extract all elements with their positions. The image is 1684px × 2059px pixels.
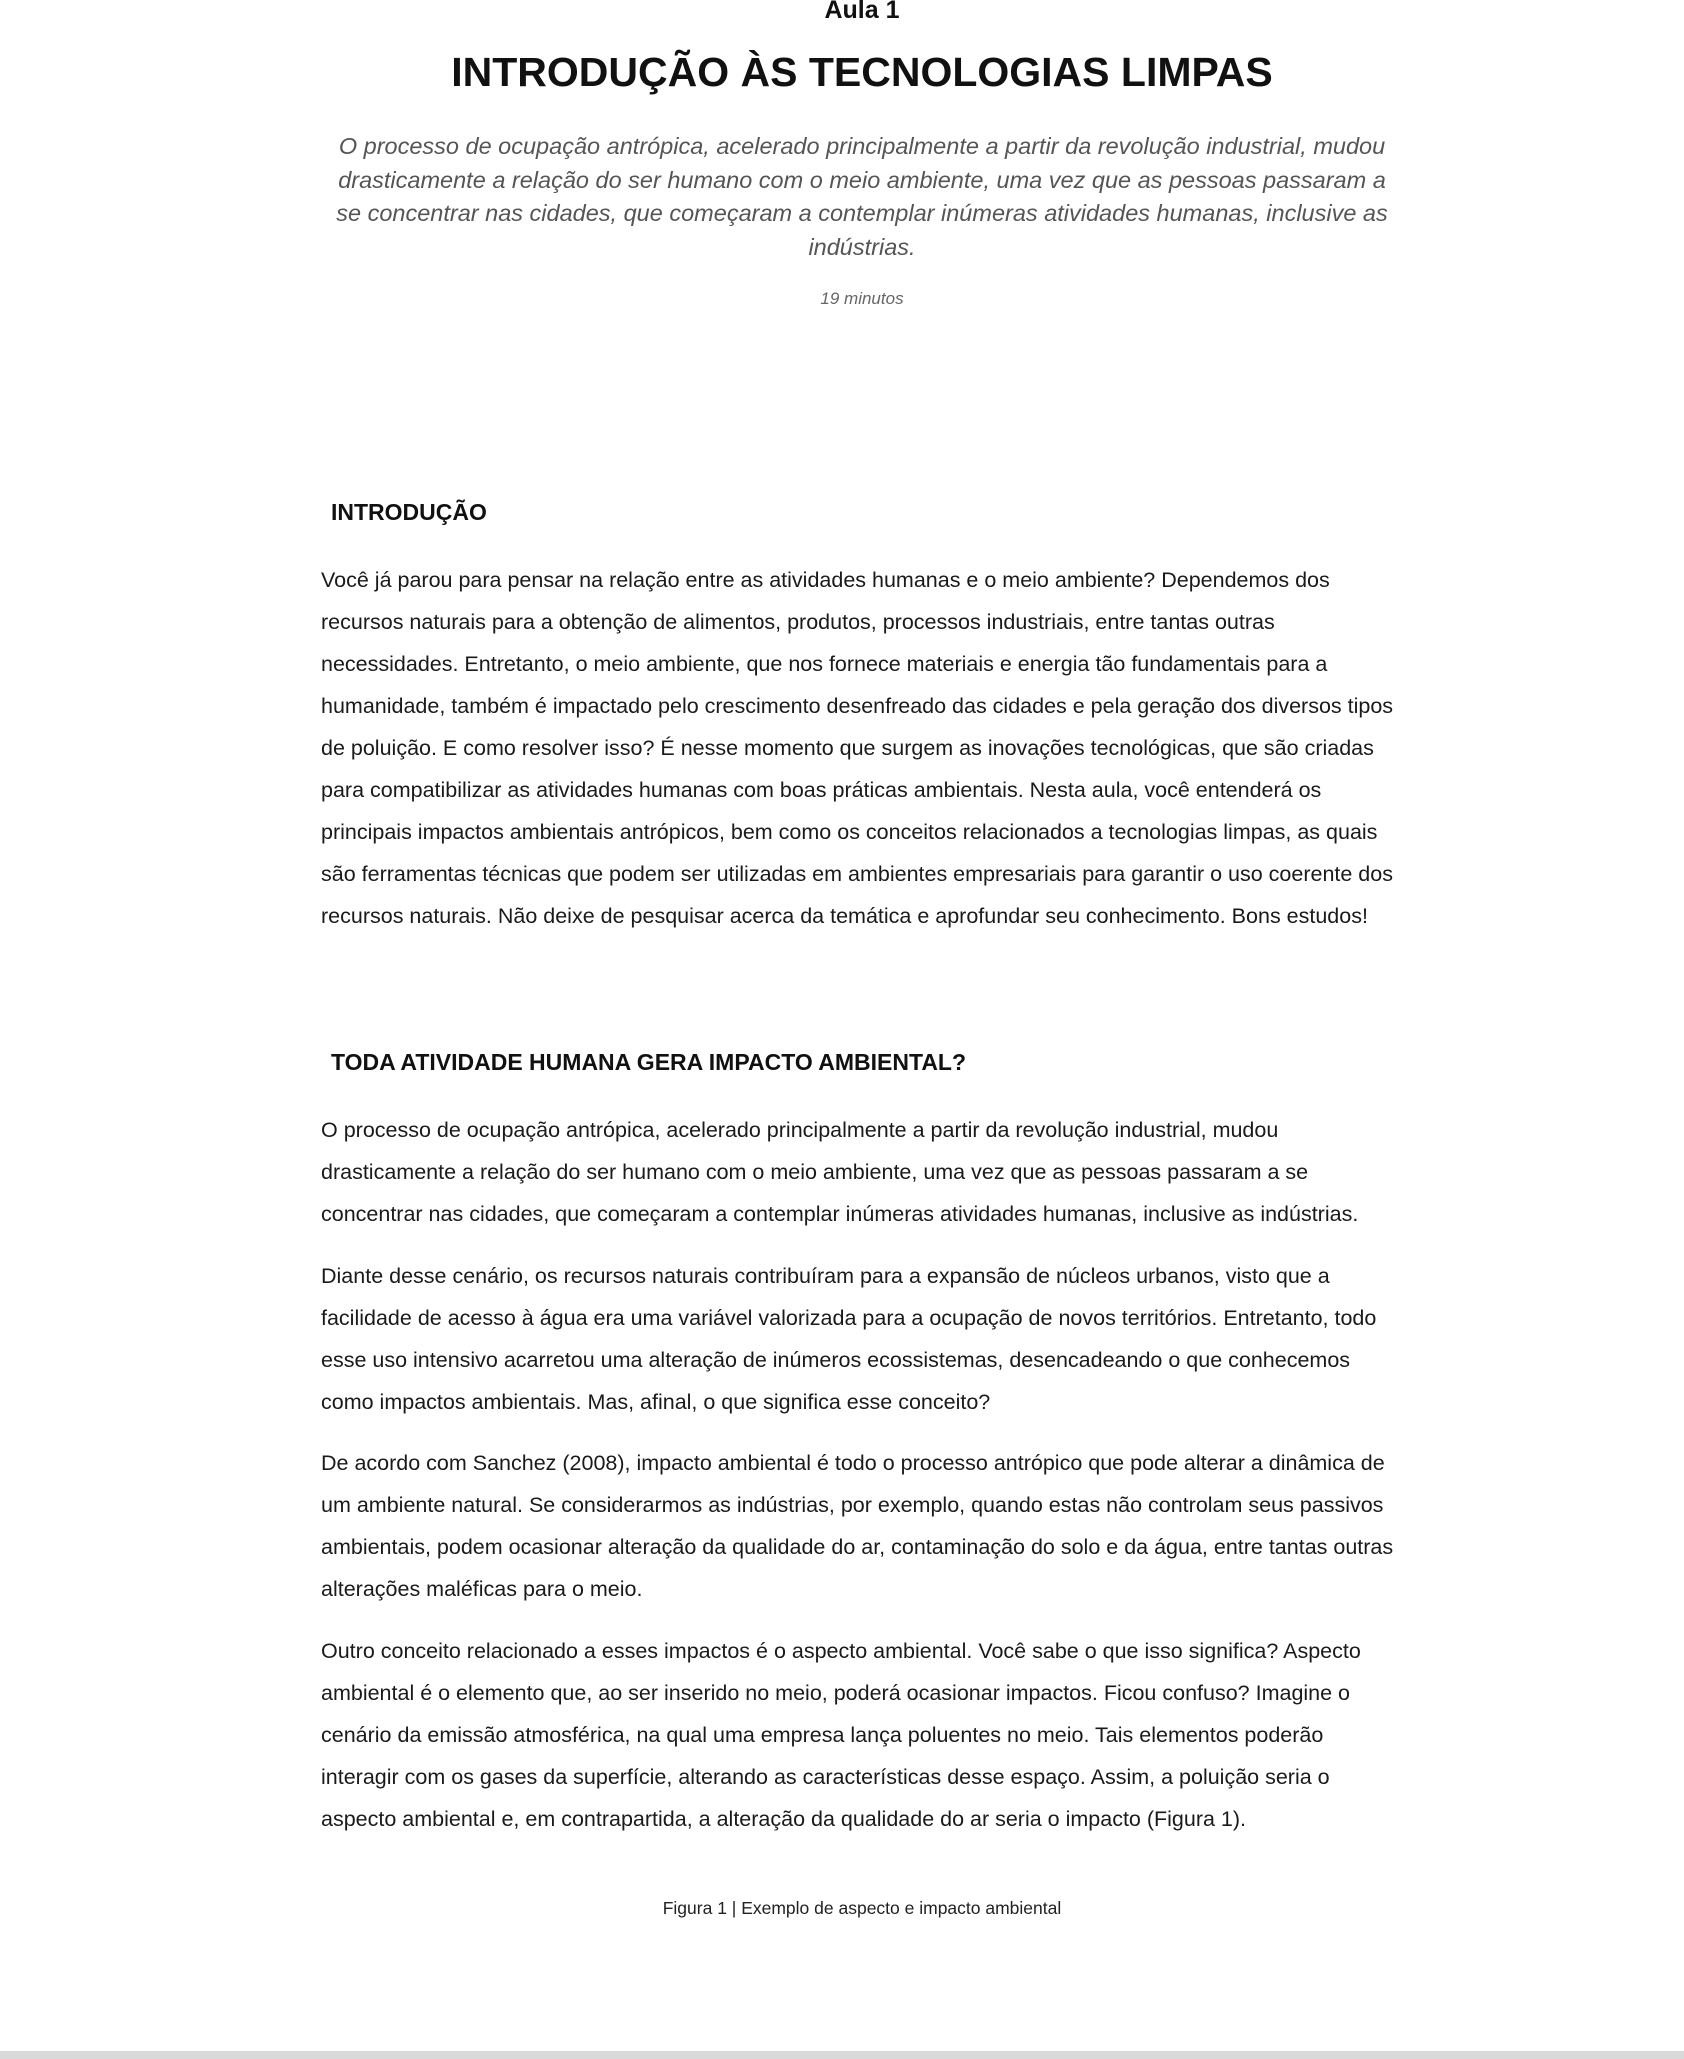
paragraph: O processo de ocupação antrópica, acelerado principalmente a partir da revolução industrial, mudou drasticamente a relação do ser humano com o meio ambiente, uma vez que as pessoas passaram a se concentrar nas cidades, que começaram a contemplar inúmeras atividades humanas, inclusive as indústrias. [321,1118,1359,1226]
page-title: INTRODUÇÃO ÀS TECNOLOGIAS LIMPAS [451,49,1273,95]
section-heading-introducao: INTRODUÇÃO [331,499,487,525]
paragraph: Outro conceito relacionado a esses impactos é o aspecto ambiental. Você sabe o que isso significa? Aspecto ambiental é o elemento que, ao ser inserido no meio, poderá ocasionar impactos. Ficou confuso? Imagine o cenário da emissão atmosférica, na qual uma empresa lança poluentes no meio. Tais elementos poderão interagir com os gases da superfície, alterando as características desse espaço. Assim, a poluição seria o aspecto ambiental e, em contrapartida, a alteração da qualidade do ar seria o impacto (Figura 1). [321,1639,1361,1831]
reading-time: 19 minutos [820,289,904,308]
paragraph: Diante desse cenário, os recursos naturais contribuíram para a expansão de núcleos urbanos, visto que a facilidade de acesso à água era uma variável valorizada para a ocupação de novos territórios. Entretanto, todo esse uso intensivo acarretou uma alteração de inúmeros ecossistemas, desencadeando o que conhecemos como impactos ambientais. Mas, afinal, o que significa esse conceito? [321,1264,1377,1414]
paragraph: De acordo com Sanchez (2008), impacto ambiental é todo o processo antrópico que pode alterar a dinâmica de um ambiente natural. Se considerarmos as indústrias, por exemplo, quando estas não controlam seus passivos ambientais, podem ocasionar alteração da qualidade do ar, contaminação do solo e da água, entre tantas outras alterações maléficas para o meio. [321,1451,1394,1601]
figure-caption: Figura 1 | Exemplo de aspecto e impacto ambiental [662,1898,1062,1918]
lesson-summary: O processo de ocupação antrópica, acelerado principalmente a partir da revolução industrial, mudou drasticamente a relação do ser humano com o meio ambiente, uma vez que as pessoas passaram a se concentrar nas cidades, que começaram a contemplar inúmeras atividades humanas, inclusive as indústrias. [336,133,1388,260]
section-heading-impacto: TODA ATIVIDADE HUMANA GERA IMPACTO AMBIENTAL? [331,1049,967,1075]
page-bottom-edge [0,2051,1684,2059]
paragraph: Você já parou para pensar na relação entre as atividades humanas e o meio ambiente? Dependemos dos recursos naturais para a obtenção de alimentos, produtos, processos industriais, entre tantas outras necessidades. Entretanto, o meio ambiente, que nos fornece materiais e energia tão fundamentais para a humanidade, também é impactado pelo crescimento desenfreado das cidades e pela geração dos diversos tipos de poluição. E como resolver isso? É nesse momento que surgem as inovações tecnológicas, que são criadas para compatibilizar as atividades humanas com boas práticas ambientais. Nesta aula, você entenderá os principais impactos ambientais antrópicos, bem como os conceitos relacionados a tecnologias limpas, as quais são ferramentas técnicas que podem ser utilizadas em ambientes empresariais para garantir o uso coerente dos recursos naturais. Não deixe de pesquisar acerca da temática e aprofundar seu conhecimento. Bons estudos! [321,568,1394,928]
lesson-label: Aula 1 [824,0,900,24]
